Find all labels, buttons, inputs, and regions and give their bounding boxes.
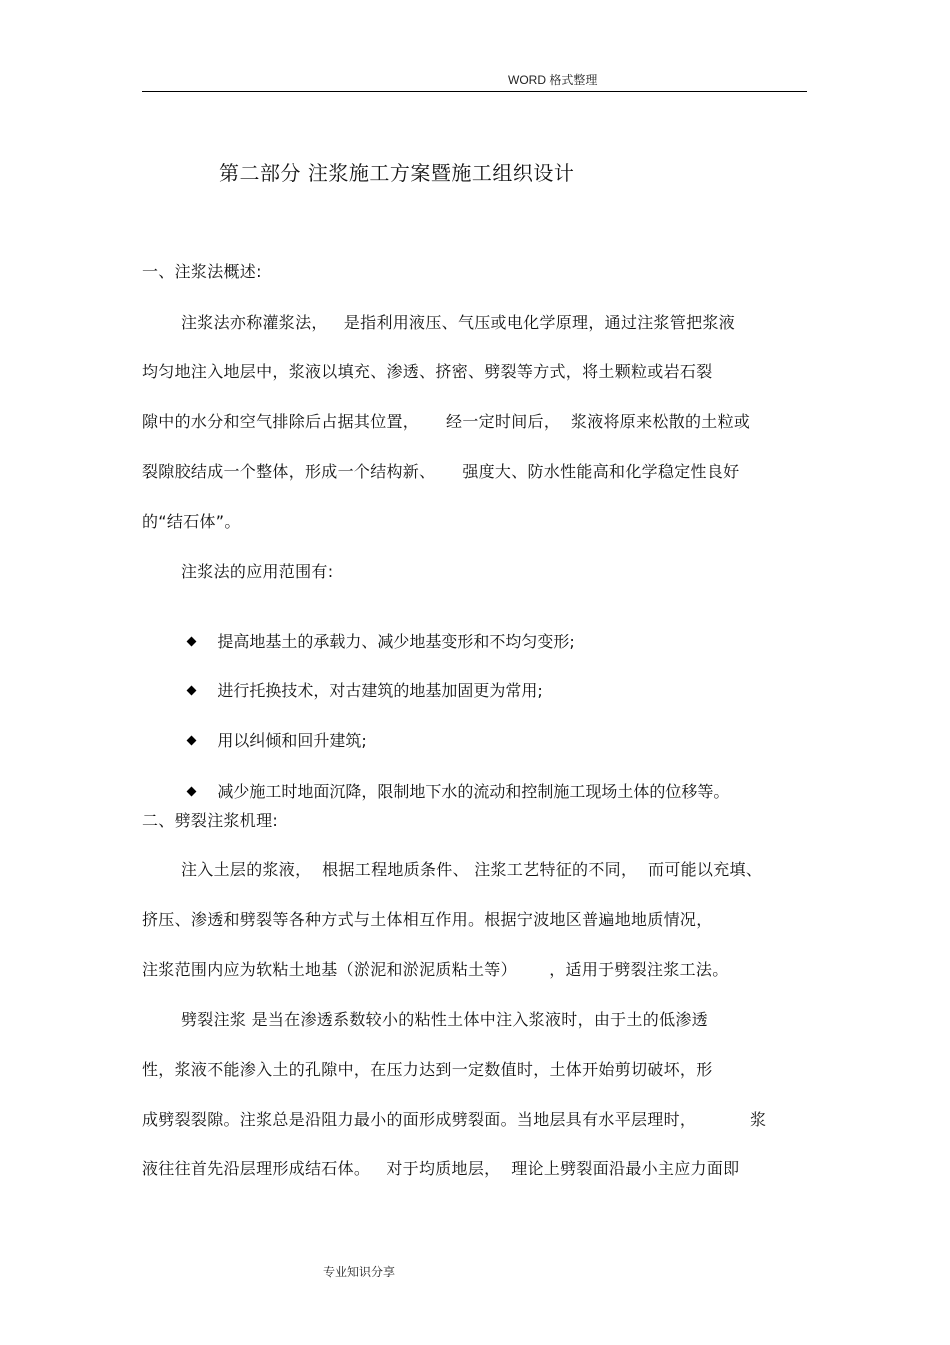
document-title: 第二部分 注浆施工方案暨施工组织设计	[219, 161, 575, 185]
bullet-text: 提高地基土的承载力、减少地基变形和不均匀变形;	[217, 632, 575, 651]
bullet-text: 用以纠倾和回升建筑;	[217, 731, 367, 750]
paragraph-line: 注浆范围内应为软粘土地基（淤泥和淤泥质粘土等） ，适用于劈裂注浆工法。	[142, 960, 729, 979]
paragraph-line: 劈裂注浆 是当在渗透系数较小的粘性土体中注入浆液时，由于土的低渗透	[181, 1010, 708, 1029]
paragraph-line: 隙中的水分和空气排除后占据其位置， 经一定时间后， 浆液将原来松散的土粒或	[142, 412, 751, 431]
scope-intro: 注浆法的应用范围有:	[181, 562, 334, 581]
diamond-bullet-icon	[187, 736, 197, 746]
paragraph-line: 性，浆液不能渗入土的孔隙中，在压力达到一定数值时，土体开始剪切破坏，形	[142, 1060, 713, 1079]
paragraph-line: 裂隙胶结成一个整体，形成一个结构新、 强度大、防水性能高和化学稳定性良好	[142, 462, 740, 481]
paragraph-line: 成劈裂裂隙。注浆总是沿阻力最小的面形成劈裂面。当地层具有水平层理时， 浆	[142, 1110, 767, 1129]
paragraph-line: 注浆法亦称灌浆法， 是指利用液压、气压或电化学原理，通过注浆管把浆液	[181, 313, 736, 332]
section-2-heading: 二、劈裂注浆机理:	[142, 811, 279, 830]
section-1-heading: 一、注浆法概述:	[142, 262, 262, 281]
paragraph-line: 挤压、渗透和劈裂等各种方式与土体相互作用。根据宁波地区普遍地地质情况，	[142, 910, 713, 929]
paragraph-line: 的“结石体”。	[142, 512, 241, 531]
header-rule	[142, 91, 807, 92]
diamond-bullet-icon	[187, 787, 197, 797]
page-footer: 专业知识分享	[323, 1265, 396, 1279]
diamond-bullet-icon	[187, 686, 197, 696]
paragraph-line: 液往往首先沿层理形成结石体。 对于均质地层， 理论上劈裂面沿最小主应力面即	[142, 1159, 740, 1178]
bullet-text: 减少施工时地面沉降，限制地下水的流动和控制施工现场土体的位移等。	[217, 782, 730, 801]
paragraph-line: 均匀地注入地层中，浆液以填充、渗透、挤密、劈裂等方式，将土颗粒或岩石裂	[142, 362, 713, 381]
page-header: WORD 格式整理	[508, 73, 598, 87]
bullet-text: 进行托换技术，对古建筑的地基加固更为常用;	[217, 681, 543, 700]
diamond-bullet-icon	[187, 637, 197, 647]
paragraph-line: 注入土层的浆液， 根据工程地质条件、 注浆工艺特征的不同， 而可能以充填、	[181, 860, 763, 879]
